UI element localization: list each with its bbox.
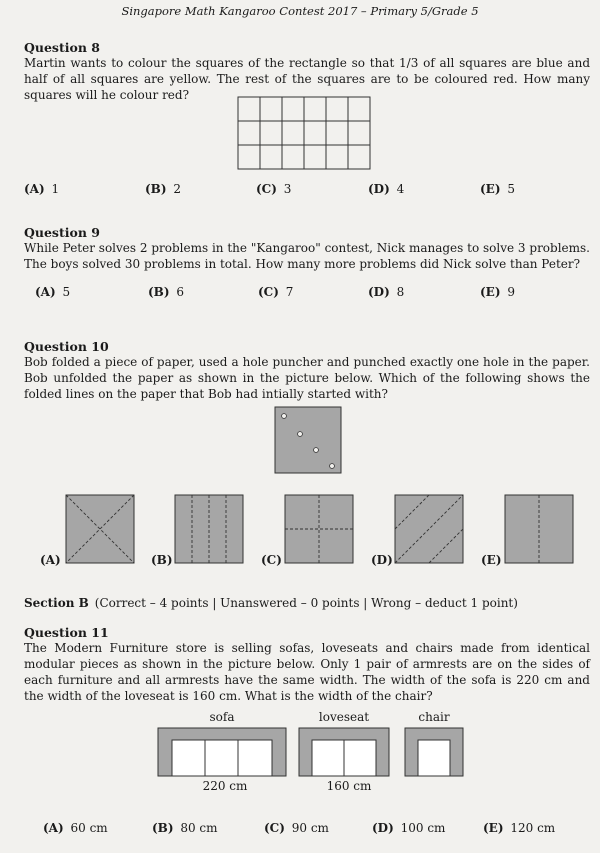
option-letter: (D) (368, 182, 390, 196)
q8-rectangle-grid (238, 97, 370, 169)
hole (330, 464, 335, 469)
q10-option-d-figure (395, 495, 463, 563)
option-value: 80 cm (180, 821, 218, 835)
hole (298, 432, 303, 437)
section-b-scoring: (Correct – 4 points | Unanswered – 0 points | Wrong – deduct 1 point) (94, 596, 518, 610)
q9-text: While Peter solves 2 problems in the "Kangaroo" contest, Nick manages to solve 3 problems. The boys solved 30 problems in total. How many more problems did Nick solve than Peter? (24, 241, 590, 271)
option-value: 5 (507, 182, 515, 196)
option-letter: (B) (148, 285, 170, 299)
option-value: 120 cm (510, 821, 556, 835)
option-value: 90 cm (291, 821, 329, 835)
section-b-title: Section B (24, 596, 89, 610)
option-letter: (C) (264, 821, 285, 835)
option-letter: (D) (372, 821, 394, 835)
q10-option-e-figure (505, 495, 573, 563)
loveseat-label: loveseat (318, 710, 370, 724)
page-header: Singapore Math Kangaroo Contest 2017 – Primary 5/Grade 5 (121, 4, 479, 18)
chair-figure (405, 728, 463, 776)
option-value: 60 cm (70, 821, 108, 835)
sofa-label: sofa (209, 710, 235, 724)
option-value: 100 cm (400, 821, 446, 835)
option-letter: (B) (145, 182, 167, 196)
option-value: 3 (283, 182, 292, 196)
q10-option-c-figure (285, 495, 353, 563)
option-letter: (A) (43, 821, 64, 835)
option-value: 8 (396, 285, 405, 299)
option-letter: (E) (481, 553, 502, 567)
option-letter: (C) (261, 553, 282, 567)
loveseat-width-label: 160 cm (326, 779, 372, 793)
option-letter: (B) (152, 821, 174, 835)
option-value: 5 (62, 285, 71, 299)
sofa-width-label: 220 cm (202, 779, 248, 793)
q10-option-b-figure (175, 495, 243, 563)
q10-option-a-figure (66, 495, 134, 563)
option-value: 1 (51, 182, 60, 196)
option-value: 7 (285, 285, 294, 299)
q10-text: Bob folded a piece of paper, used a hole puncher and punched exactly one hole in the paper. Bob unfolded the paper as shown in the picture below. Which of the following shows the folded lines on the paper that Bob had intially started with? (24, 355, 590, 401)
chair-label: chair (418, 710, 450, 724)
q11-text: The Modern Furniture store is selling sofas, loveseats and chairs made from identical modular pieces as shown in the picture below. Only 1 pair of armrests are on the sides of each furniture and all armrests have the same width. The width of the sofa is 220 cm and the width of the loveseat is 160 cm. What is the width of the chair? (24, 641, 590, 703)
q10-unfolded-paper (275, 407, 341, 473)
option-letter: (B) (151, 553, 173, 567)
option-letter: (A) (24, 182, 45, 196)
q8-text: Martin wants to colour the squares of the rectangle so that 1/3 of all squares are blue and half of all squares are yellow. The rest of the squares are to be coloured red. How many squares will he colour red? (24, 56, 590, 102)
q10-title: Question 10 (24, 339, 109, 354)
option-letter: (A) (35, 285, 56, 299)
loveseat-figure (299, 728, 389, 776)
q11-title: Question 11 (24, 625, 109, 640)
option-value: 2 (173, 182, 181, 196)
option-value: 9 (507, 285, 515, 299)
q8-title: Question 8 (24, 40, 100, 55)
option-letter: (A) (40, 553, 61, 567)
hole (314, 448, 319, 453)
option-letter: (E) (480, 182, 501, 196)
q9-title: Question 9 (24, 225, 100, 240)
option-letter: (D) (368, 285, 390, 299)
option-letter: (C) (256, 182, 277, 196)
option-value: 6 (176, 285, 184, 299)
hole (282, 414, 287, 419)
option-letter: (E) (480, 285, 501, 299)
option-letter: (D) (371, 553, 393, 567)
option-letter: (C) (258, 285, 279, 299)
sofa-figure (158, 728, 286, 776)
option-letter: (E) (483, 821, 504, 835)
option-value: 4 (396, 182, 405, 196)
